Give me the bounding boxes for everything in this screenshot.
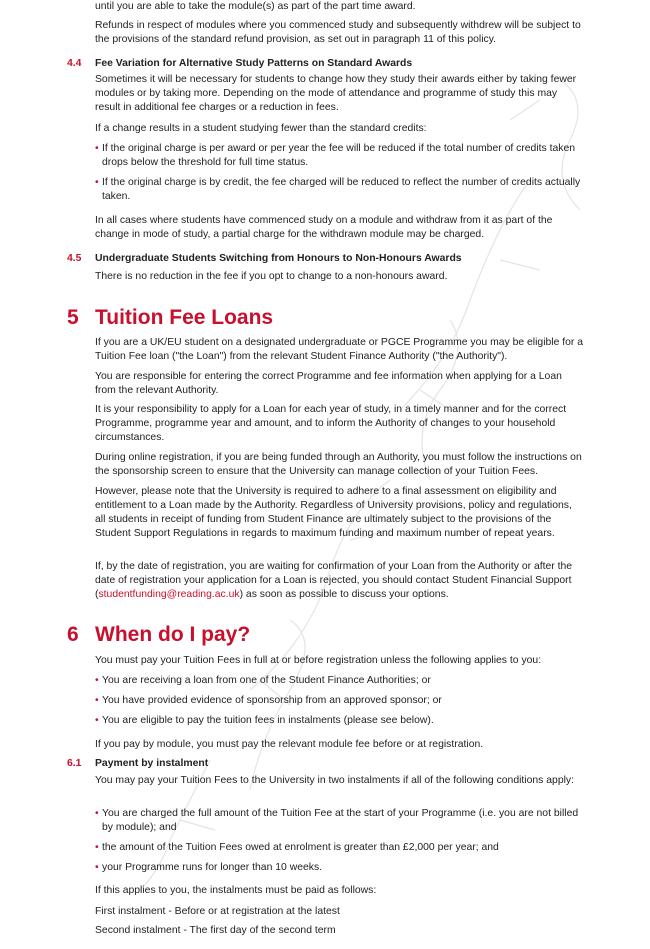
paragraph-6-1-applies: If this applies to you, the instalments must be paid as follows: [95, 885, 377, 896]
heading-6 [67, 622, 587, 648]
paragraph-second-instalment: Second instalment - The first day of the second term [95, 925, 336, 936]
bullet-icon: • [95, 842, 99, 853]
paragraph-5-assessment: However, please note that the University is required to adhere to a final assessment on eligibility and entitlement to a Loan made by the Authority. Regardless of University provisions, policy and regulations, all students in receipt of funding from Student Finance are ultimately subject to the provisions of the Student Support Regulations in regards to maximum funding and maximum number of repeat years. [95, 486, 572, 539]
list-item: • If the original charge is by credit, the fee charged will be reduced to reflect the number of credits actually taken. [95, 177, 581, 202]
paragraph-5-online: During online registration, if you are being funded through an Authority, you must follow the instructions on the sponsorship screen to ensure that the University can manage collection of your Tuition Fees. [95, 452, 582, 477]
paragraph-5-eligibility: If you are a UK/EU student on a designated undergraduate or PGCE Programme you may be eligible for a Tuition Fee loan ("the Loan") from the relevant Student Finance Authority ("the Authority"). [95, 337, 584, 362]
paragraph-5-apply: It is your responsibility to apply for a Loan for each year of study, in a timely manner and for the correct Programme, programme year and amount, and to inform the Authority of changes to your household circumstances. [95, 404, 567, 443]
bullet-icon: • [95, 862, 99, 873]
email-link[interactable]: studentfunding@reading.ac.uk [98, 589, 240, 600]
paragraph-first-instalment: First instalment - Before or at registration at the latest [95, 906, 340, 917]
paragraph-5-contact: If, by the date of registration, you are waiting for confirmation of your Loan from the Authority or after the date of registration your application for a Loan is rejected, you should contact Student Financial Support (studentfunding@reading.ac.uk) as soon as possible to discuss your options. [95, 561, 573, 600]
list-item: • You are receiving a loan from one of the Student Finance Authorities; or [95, 675, 431, 686]
list-item: • You are eligible to pay the tuition fees in instalments (please see below). [95, 715, 434, 726]
section-number: 4.4 [67, 58, 82, 69]
paragraph-6-1-intro: You may pay your Tuition Fees to the University in two instalments if all of the following conditions apply: [95, 775, 574, 786]
paragraph-6-module: If you pay by module, you must pay the relevant module fee before or at registration. [95, 739, 484, 750]
section-title: When do I pay? [95, 623, 251, 646]
paragraph-5-responsible: You are responsible for entering the correct Programme and fee information when applying for a Loan from the relevant Authority. [95, 371, 562, 396]
section-title: Payment by instalment [95, 758, 209, 769]
section-number: 6.1 [67, 758, 82, 769]
list-6 [95, 674, 585, 728]
section-number: 4.5 [67, 253, 82, 264]
bullet-icon: • [95, 177, 99, 188]
list-item: • If the original charge is per award or per year the fee will be reduced if the total number of credits taken drops below the threshold for full time status. [95, 143, 576, 168]
subheading-6-1 [67, 757, 587, 771]
list-item: • your Programme runs for longer than 10 weeks. [95, 862, 323, 873]
bullet-icon: • [95, 675, 99, 686]
paragraph-4-4-intro: Sometimes it will be necessary for students to change how they study their awards either by taking fewer modules or by taking more. Depending on the mode of attendance and programme of study this may result in additional fee charges or a reduction in fees. [95, 74, 577, 113]
section-number: 6 [67, 623, 79, 646]
paragraph-4-5: There is no reduction in the fee if you opt to change to a non-honours award. [95, 271, 448, 282]
bullet-icon: • [95, 808, 99, 819]
section-title: Undergraduate Students Switching from Honours to Non-Honours Awards [95, 253, 462, 264]
paragraph-6-intro: You must pay your Tuition Fees in full at or before registration unless the following applies to you: [95, 655, 542, 666]
list-4-4 [95, 142, 585, 204]
paragraph-part-time: until you are able to take the module(s) as part of the part time award. [95, 1, 416, 12]
bullet-icon: • [95, 695, 99, 706]
section-title: Tuition Fee Loans [95, 306, 274, 329]
subheading-4-4 [67, 57, 587, 71]
heading-5 [67, 305, 587, 331]
section-number: 5 [67, 306, 79, 329]
bullet-icon: • [95, 715, 99, 726]
list-item: • You are charged the full amount of the Tuition Fee at the start of your Programme (i.e. you are not billed by module); and [95, 808, 579, 833]
bullet-icon: • [95, 143, 99, 154]
paragraph-4-4-fewer: If a change results in a student studying fewer than the standard credits: [95, 123, 427, 134]
section-title: Fee Variation for Alternative Study Patterns on Standard Awards [95, 58, 413, 69]
paragraph-4-4-all-cases: In all cases where students have commenced study on a module and withdraw from it as part of the change in mode of study, a partial charge for the withdrawn module may be charged. [95, 215, 553, 240]
list-item: • You have provided evidence of sponsorship from an approved sponsor; or [95, 695, 442, 706]
subheading-4-5 [67, 252, 587, 266]
paragraph-refunds: Refunds in respect of modules where you commenced study and subsequently withdrew will be subject to the provisions of the standard refund provision, as set out in paragraph 11 of this policy. [95, 20, 581, 45]
list-item: • the amount of the Tuition Fees owed at enrolment is greater than £2,000 per year; and [95, 842, 499, 853]
list-6-1 [95, 807, 585, 875]
